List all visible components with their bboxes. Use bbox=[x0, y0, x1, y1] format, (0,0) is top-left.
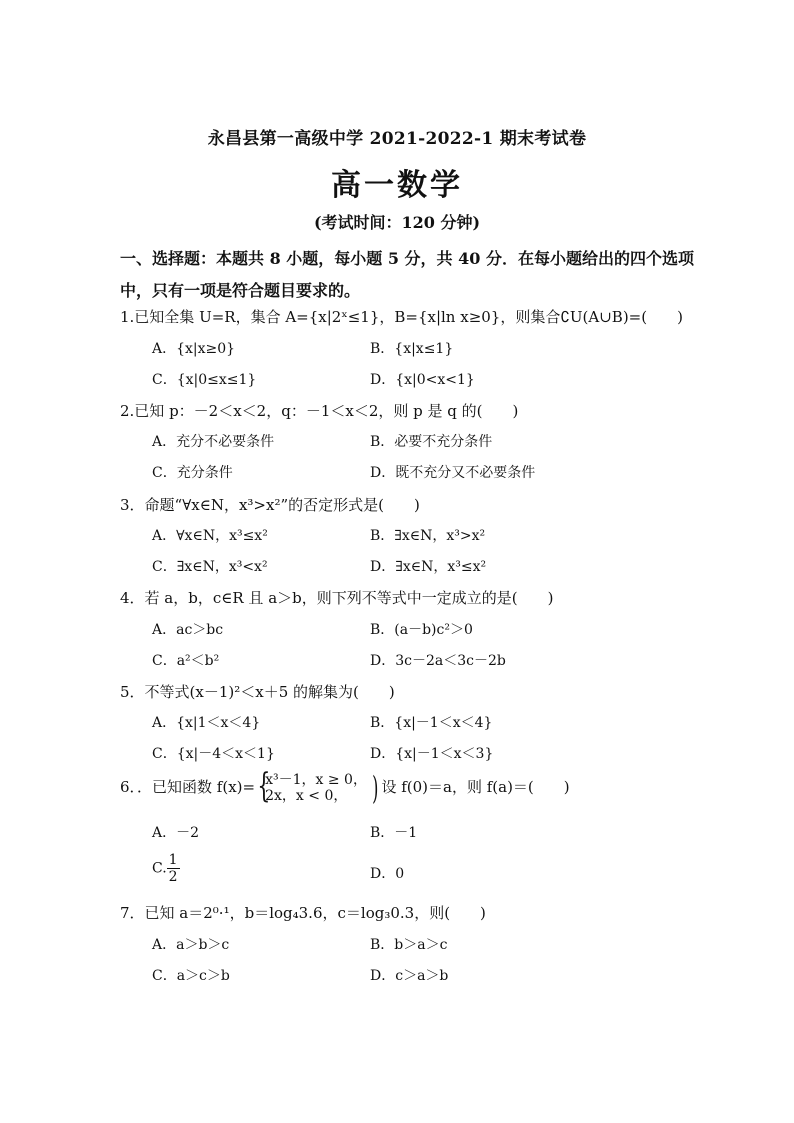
question-6-option-c bbox=[152, 852, 180, 885]
question-2-option-c: C．充分条件 bbox=[152, 465, 233, 481]
fraction-numerator: 1 bbox=[168, 852, 178, 868]
piecewise-function bbox=[255, 772, 367, 804]
question-6-option-c-label: C. bbox=[152, 860, 167, 877]
question-7-stem: 7．已知 a＝2⁰·¹，b＝log₄3.6，c＝log₃0.3，则( ) bbox=[120, 904, 486, 922]
question-7-option-c: C．a＞c＞b bbox=[152, 968, 230, 984]
question-6-option-d: D．0 bbox=[370, 866, 405, 882]
question-1-option-d: D．{x|0<x<1} bbox=[370, 372, 475, 388]
question-7-option-b: B．b＞a＞c bbox=[370, 937, 448, 953]
question-5-stem: 5．不等式(x－1)²＜x＋5 的解集为( ) bbox=[120, 683, 395, 701]
piecewise-case-1: { x³－1，x ≥ 0， bbox=[265, 772, 367, 788]
question-1-stem: 1.已知全集 U=R，集合 A={x|2ˣ≤1}，B={x|ln x≥0}，则集合∁U(A∪B)=( ) bbox=[120, 308, 683, 326]
exam-time: (考试时间：120 分钟) bbox=[313, 213, 481, 232]
fraction-denominator: 2 bbox=[168, 869, 178, 885]
question-4-stem: 4．若 a，b，c∈R 且 a＞b，则下列不等式中一定成立的是( ) bbox=[120, 589, 554, 607]
question-6-stem bbox=[120, 769, 570, 807]
question-2-option-b: B．必要不充分条件 bbox=[370, 434, 493, 450]
question-6-option-b: B．－1 bbox=[370, 825, 418, 841]
question-7-option-a: A．a＞b＞c bbox=[152, 937, 230, 953]
question-4-option-a: A．ac＞bc bbox=[152, 622, 224, 638]
question-1-option-a: A．{x|x≥0} bbox=[152, 341, 236, 357]
question-4-option-b: B．(a－b)c²＞0 bbox=[370, 622, 473, 638]
question-2-stem: 2.已知 p：－2＜x＜2，q：－1＜x＜2，则 p 是 q 的( ) bbox=[120, 402, 519, 420]
question-4-option-d: D．3c－2a＜3c－2b bbox=[370, 653, 506, 669]
question-6-stem-prefix: 6．．已知函数 f(x)= bbox=[120, 778, 256, 796]
fraction-one-half bbox=[167, 852, 180, 885]
question-5-option-d: D．{x|－1＜x＜3} bbox=[370, 746, 494, 762]
question-3-option-c: C．∃x∈N，x³<x² bbox=[152, 559, 268, 575]
school-title: 永昌县第一高级中学 2021-2022-1 期末考试卷 bbox=[207, 129, 587, 149]
question-3-option-a: A．∀x∈N，x³≤x² bbox=[152, 528, 268, 544]
question-5-option-c: C．{x|－4＜x＜1} bbox=[152, 746, 275, 762]
piecewise-case-2: 2x，x < 0， bbox=[265, 788, 348, 804]
question-3-stem: 3．命题“∀x∈N，x³>x²”的否定形式是( ) bbox=[120, 496, 420, 514]
question-2-option-a: A．充分不必要条件 bbox=[152, 434, 275, 450]
question-3-option-b: B．∃x∈N，x³>x² bbox=[370, 528, 486, 544]
question-5-option-b: B．{x|－1＜x＜4} bbox=[370, 715, 493, 731]
question-1-option-c: C．{x|0≤x≤1} bbox=[152, 372, 257, 388]
page-title: 高一数学 bbox=[331, 168, 463, 203]
question-7-option-d: D．c＞a＞b bbox=[370, 968, 449, 984]
question-1-option-b: B．{x|x≤1} bbox=[370, 341, 454, 357]
section-heading-line1: 一、选择题：本题共 8 小题，每小题 5 分，共 40 分．在每小题给出的四个选项 bbox=[120, 249, 694, 268]
question-4-option-c: C．a²＜b² bbox=[152, 653, 220, 669]
piecewise-closing-bracket: ) bbox=[372, 769, 379, 807]
question-6-stem-suffix: 设 f(0)＝a，则 f(a)＝( ) bbox=[381, 778, 570, 796]
question-2-option-d: D．既不充分又不必要条件 bbox=[370, 465, 536, 481]
question-3-option-d: D．∃x∈N，x³≤x² bbox=[370, 559, 487, 575]
section-heading-line2: 中，只有一项是符合题目要求的。 bbox=[120, 281, 361, 300]
question-6-option-a: A．－2 bbox=[152, 825, 200, 841]
question-5-option-a: A．{x|1＜x＜4} bbox=[152, 715, 261, 731]
